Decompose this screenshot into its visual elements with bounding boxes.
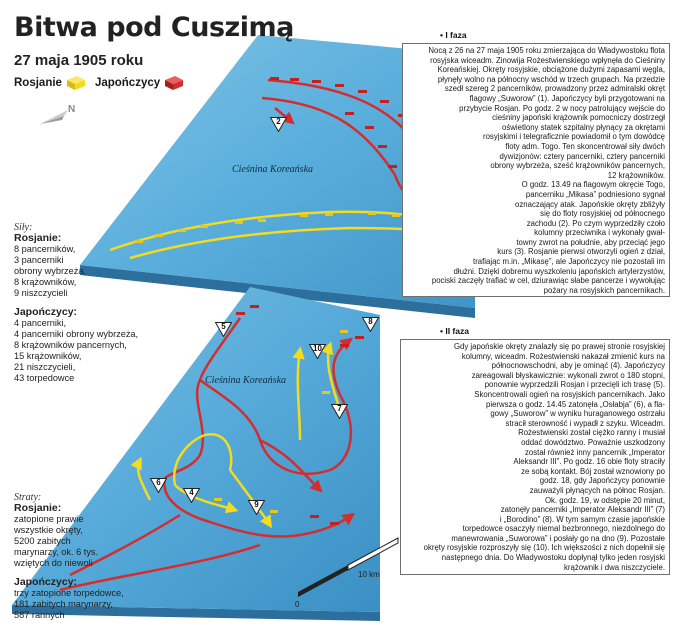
step-marker bbox=[183, 488, 200, 503]
marker-number: 9 bbox=[254, 500, 259, 509]
marker-number: 7 bbox=[337, 404, 342, 413]
phase2-text bbox=[400, 339, 670, 575]
legend bbox=[14, 74, 193, 92]
text-line: północnowschodni, aby je ominąć (4). Japończycy bbox=[491, 361, 665, 371]
list-item: 4 pancerniki obrony wybrzeża, bbox=[14, 329, 139, 339]
step-marker bbox=[215, 322, 232, 337]
russian-cube-icon bbox=[65, 74, 87, 92]
forces-section bbox=[14, 222, 194, 384]
north-label: N bbox=[68, 104, 76, 115]
text-line: pożary na rosyjskich pancernikach. bbox=[543, 285, 665, 295]
marker-number: 5 bbox=[221, 322, 226, 331]
phase2-heading: • II faza bbox=[440, 326, 469, 336]
text-line: się do floty rosyjskiej od północnego bbox=[540, 209, 665, 219]
list-item: 8 krążowników pancernych, bbox=[14, 340, 127, 350]
text-line: rosyjskimi i telegraficznie powiadomił o tym dowódcę bbox=[483, 132, 665, 142]
text-line: flagowy „Suworow” (1). Japończycy byli przygotowani na bbox=[469, 93, 665, 103]
forces-russians-heading: Rosjanie: bbox=[14, 232, 62, 244]
text-line: ponownie wyprzedzili Rosjan i przecięli ich trasę (5). bbox=[484, 380, 665, 390]
text-line: oświetlony statek szpitalny płynący za okrętami bbox=[502, 122, 665, 132]
text-line: płynęły wolno na północny wschód w trzech grupach. Na przedzie bbox=[437, 74, 665, 84]
sea-label-phase2: Cieśnina Koreańska bbox=[205, 375, 287, 386]
step-marker bbox=[150, 478, 167, 493]
sea-label-phase1: Cieśnina Koreańska bbox=[232, 164, 314, 175]
text-line: przybycie Rosjan. Po godz. 2 w nocy patrolujący wejście do bbox=[459, 103, 665, 113]
list-item: 15 krążowników, bbox=[14, 351, 82, 361]
forces-japanese-heading: Japończycy: bbox=[14, 306, 78, 318]
list-item: 587 rannych bbox=[14, 610, 65, 620]
text-line: cieśniny japoński krążownik pomocniczy dostrzegł bbox=[492, 113, 665, 123]
marker-number: 4 bbox=[189, 488, 194, 497]
text-line: oddać dowództwo. Poważnie uszkodzony bbox=[521, 437, 665, 447]
forces-japanese-list bbox=[14, 318, 194, 384]
text-line: Nocą z 26 na 27 maja 1905 roku zmierzająca do Władywostoku flota bbox=[428, 46, 665, 55]
list-item: trzy zatopione torpedowce, bbox=[14, 588, 124, 598]
text-line: towny zwrot na południe, aby przeciąć jego bbox=[516, 237, 665, 247]
marker-number: 2 bbox=[276, 117, 281, 126]
legend-japanese-label: Japończycy bbox=[94, 77, 161, 89]
text-line: gowy „Suworow” w wyniku huraganowego ostrzału bbox=[490, 409, 665, 419]
marker-number: 6 bbox=[156, 478, 161, 487]
battle-date: 27 maja 1905 roku bbox=[14, 52, 144, 69]
text-line: oznaczający atak. Japońskie okręty zbliżyły bbox=[515, 199, 665, 209]
list-item: 5200 zabitych bbox=[14, 536, 71, 546]
text-line: pancerniku „Mikasa” podniesiono sygnał bbox=[525, 189, 665, 199]
marker-number: 8 bbox=[368, 317, 373, 326]
text-line: zatonęły pancerniki „Imperator Aleksandr III” (7) bbox=[500, 505, 665, 515]
list-item: 4 pancerniki, bbox=[14, 318, 67, 328]
text-line: kolumny przeciwnika i wykonały gwał- bbox=[534, 228, 665, 238]
scale-ten-label: 10 km bbox=[358, 570, 380, 579]
text-line: O godz. 13.49 na flagowym okręcie Togo, bbox=[521, 180, 665, 190]
losses-caption: Straty: bbox=[14, 492, 42, 503]
text-line: rosyjska wiceadm. Zinowija Rożestwienskiego wpłynęła do Cieśniny bbox=[430, 55, 665, 65]
text-line: stracił sterowność i wypadł z szyku. Wiceadm. bbox=[505, 418, 665, 428]
text-line: zauważyli płynących na północ Rosjan. bbox=[529, 485, 665, 495]
text-line: szedł szereg 2 pancerników, prowadzony przez admiralski okręt bbox=[444, 84, 665, 94]
forces-russians-list bbox=[14, 244, 194, 299]
step-marker bbox=[362, 317, 379, 332]
step-marker bbox=[331, 404, 348, 419]
step-marker bbox=[309, 344, 326, 359]
text-line: manewrowania „Suworowa” i posłały go na dno (9). Pozostałe bbox=[451, 533, 665, 543]
text-line: trafiając m.in. „Mikasę”, ale Japończycy nie pozostali im bbox=[473, 257, 665, 267]
text-line: i „Borodino” (8). W tym samym czasie japońskie bbox=[499, 514, 665, 524]
losses-russians-list bbox=[14, 514, 154, 569]
list-item: 8 krążowników, bbox=[14, 277, 77, 287]
page-title: Bitwa pod Cuszimą bbox=[14, 12, 294, 43]
losses-russians-heading: Rosjanie: bbox=[14, 502, 62, 514]
japanese-cube-icon bbox=[163, 74, 185, 92]
text-line: pierwsza o godz. 14.45 zatonęła „Osłabja” (6), a fla- bbox=[486, 399, 665, 409]
text-line: obrony wybrzeża, sześć krążowników pancernych, bbox=[490, 161, 665, 171]
text-line: zareagowali błyskawicznie: wykonali zwrot o 180 stopni, bbox=[471, 370, 665, 380]
text-line: zachodu (2). Po czym wyprzedziły czoło bbox=[526, 218, 665, 228]
text-line: został również inny pancernik „Imperator bbox=[525, 447, 665, 457]
list-item: 9 niszczycieli bbox=[14, 288, 68, 298]
text-line: ze sobą kontakt. Bój został wznowiony po bbox=[521, 466, 665, 476]
step-marker bbox=[270, 117, 287, 132]
list-item: 3 pancerniki bbox=[14, 255, 64, 265]
phase1-heading: • I faza bbox=[440, 30, 467, 40]
text-line: dłużni. Dzięki dobremu wyszkoleniu japońskich artylerzystów, bbox=[453, 266, 665, 276]
scale-zero-label: 0 bbox=[295, 600, 300, 609]
text-line: Rożestwienski został ciężko ranny i musiał bbox=[518, 428, 665, 438]
losses-section bbox=[14, 492, 154, 621]
text-line: kurs (3). Rosjanie pierwsi otworzyli ogień z dział, bbox=[497, 247, 665, 257]
text-line: Aleksandr III”. Po godz. 16 obie floty straciły bbox=[513, 457, 665, 467]
step-marker bbox=[248, 500, 265, 515]
text-line: okręty rosyjskie rozproszyły się (10). Ich większości z nich dopełnił się bbox=[423, 543, 665, 553]
text-line: torpedowce osaczyły niemal bezbronnego, niezdolnego do bbox=[462, 524, 665, 534]
text-line: kolumny, wiceadm. Rożestwienski nakazał zmienić kurs na bbox=[461, 351, 665, 361]
list-item: 8 pancerników, bbox=[14, 244, 76, 254]
list-item: zatopione prawie bbox=[14, 514, 84, 524]
list-item: wszystkie okręty, bbox=[14, 525, 83, 535]
text-line: godz. 18, gdy Japończycy ponownie bbox=[539, 476, 665, 486]
text-line: Gdy japońskie okręty znalazły się po prawej stronie rosyjskiej bbox=[453, 342, 665, 351]
list-item: wziętych do niewoli bbox=[14, 558, 93, 568]
text-line: Skoncentrowali ogień na rosyjskich pancernikach. Jako bbox=[474, 389, 665, 399]
list-item: marynarzy, ok. 6 tys. bbox=[14, 547, 99, 557]
text-line: Ok. godz. 19, w odstępie 20 minut, bbox=[544, 495, 665, 505]
compass-icon bbox=[38, 104, 82, 126]
north-arrow bbox=[38, 104, 82, 131]
text-line: krążownik i dwa niszczyciele. bbox=[564, 562, 665, 572]
losses-japanese-list bbox=[14, 588, 154, 621]
list-item: obrony wybrzeża, bbox=[14, 266, 87, 276]
list-item: 181 zabitych marynarzy, bbox=[14, 599, 113, 609]
list-item: 43 torpedowce bbox=[14, 373, 75, 383]
text-line: Koreańskiej. Okręty rosyjskie, obciążone dużymi zapasami węgla, bbox=[437, 65, 665, 75]
list-item: 21 niszczycieli, bbox=[14, 362, 76, 372]
marker-number: 10 bbox=[313, 344, 322, 353]
forces-caption: Siły: bbox=[14, 222, 33, 233]
legend-russians-label: Rosjanie bbox=[14, 77, 62, 89]
text-line: dywizjonów: cztery pancerniki, cztery pancerniki bbox=[499, 151, 665, 161]
text-line: floty adm. Togo. Ten skoncentrował siły dwóch bbox=[505, 141, 665, 151]
text-line: 12 krążowników. bbox=[607, 170, 665, 180]
text-line: pociski zaczęły trafiać w cel, dziurawiąc słabe pancerze i wywołując bbox=[431, 276, 665, 286]
losses-japanese-heading: Japończycy: bbox=[14, 576, 78, 588]
phase1-text bbox=[402, 43, 670, 297]
text-line: następnego dnia. Do Władywostoku dopłynął tylko jeden rosyjski bbox=[441, 553, 665, 563]
